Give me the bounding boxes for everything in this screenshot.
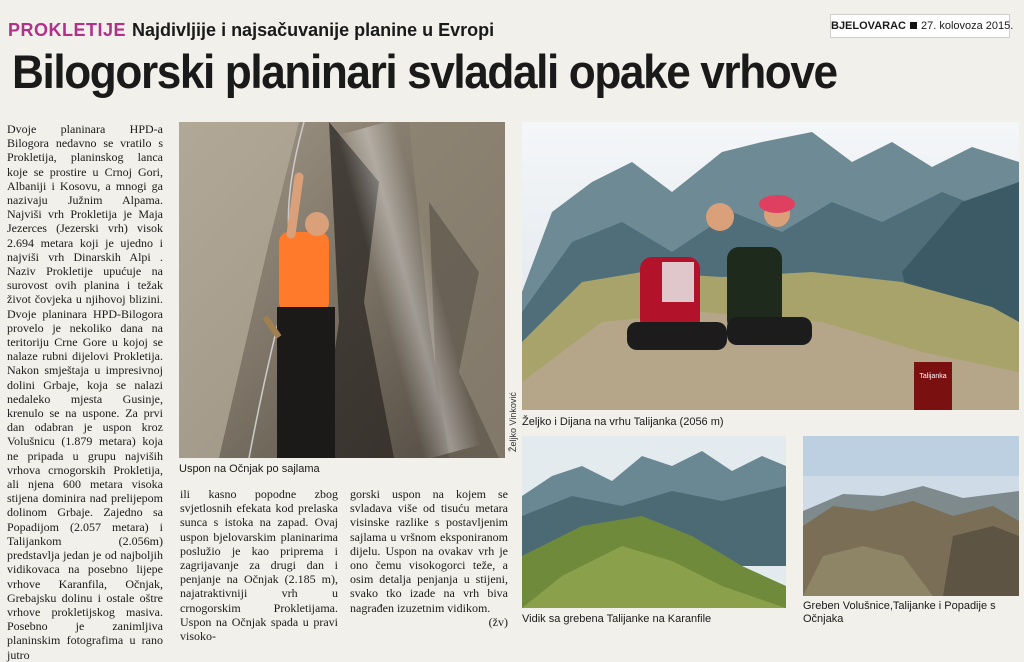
caption-volusnica: Greben Volušnice,Talijanke i Popadije s Očnjaka [803, 600, 996, 625]
dateline-date: 27. kolovoza 2015. [920, 20, 1014, 32]
photo-ridge [522, 436, 786, 608]
caption-ridge: Vidik sa grebena Talijanke na Karanfile [522, 613, 712, 625]
article-column-2: ili kasno popodne zbog svjetlosnih efekata kod prelaska sunca s istoka na zapad. Ovaj uspon bjelovarskim planinarima poslužio je kao priprema i zagrijavanje za drugi dan i penjanje na Očnjak (2.185 m), najatraktivniji vrh u crnogorskim Prokletijama. Uspon na Očnjak spada u pravi visoko- [180, 487, 338, 644]
dateline-place: BJELOVARAC [831, 20, 906, 32]
caption-climber: Uspon na Očnjak po sajlama [179, 463, 320, 475]
article-column-1: Dvoje planinara HPD-a Bilogora nedavno se vratilo s Prokletija, planinskog lanca koje se prostire u Crnoj Gori, Albaniji i Kosovu, a mnogi ga nazivaju Južnim Alpama. Najviši vrh Prokletija je Maja Jezerces (Jezerski vrh) visok 2.694 metara koji je ujedno i najviši vrh Dinarskih Alpi . Naziv Prokletije upućuje na surovost ovih planina i težak život čovjeka u njihovoj blizini. Dvoje planinara HPD-Bilogora provelo je nekoliko dana na teritoriju Crne Gore u kojoj se nalaze rubni dijelovi Prokletija. Nakon smještaja u impresivnoj dolini Grbaje, koja se nalazi nedaleko mjesta Gusinje, krenulo se na uspone. Za prvi dan odabran je uspon kroz Volušnicu (1.879 metara) koja ne pripada u grupu najviših vrhova crnogorskih Prokletija, ali njena 600 metara visoka stijena dominira nad prelijepom dolinom Grbaje. Zajedno sa Popadijom (2.057 metara) i Talijankom (2.056m) predstavlja jedan je od najboljih vidikovaca na posebno lijepe vrhove Karanfila, Očnjak, Grebajsku dolinu i ostale oštre vrhove prokletijskog masiva. Posebno je zanimljiva planinskim fotografima u rano jutro [7, 122, 163, 662]
dateline [830, 14, 1014, 38]
photo-climber [179, 122, 505, 458]
photo-volusnica [803, 436, 1019, 596]
photo-summit [522, 122, 1019, 410]
headline: Bilogorski planinari svladali opake vrhove [12, 45, 837, 98]
caption-summit: Željko i Dijana na vrhu Talijanka (2056 m) [522, 416, 724, 428]
square-bullet-icon [910, 22, 917, 29]
article-column-3-text: gorski uspon na kojem se svladava više od tisuću metara visinske razlike s postavljenim sajlama u vršnom eksponiranom dijelu. Uspon na ovakav vrh je ono čemu visokogorci teže, a osim detalja penjanja u stijeni, svako tko izade na vrh biva nagrađen izuzetnim vidikom. [350, 487, 508, 615]
kicker-subtitle: Najdivljije i najsačuvanije planine u Evropi [132, 20, 495, 40]
kicker [8, 20, 494, 41]
summit-sign-text: Talijanka [919, 373, 947, 380]
section-label: PROKLETIJE [8, 20, 127, 40]
author-signature: (žv) [488, 614, 508, 629]
photo-credit: Željko Vinković [508, 392, 518, 452]
article-column-3 [350, 487, 508, 627]
